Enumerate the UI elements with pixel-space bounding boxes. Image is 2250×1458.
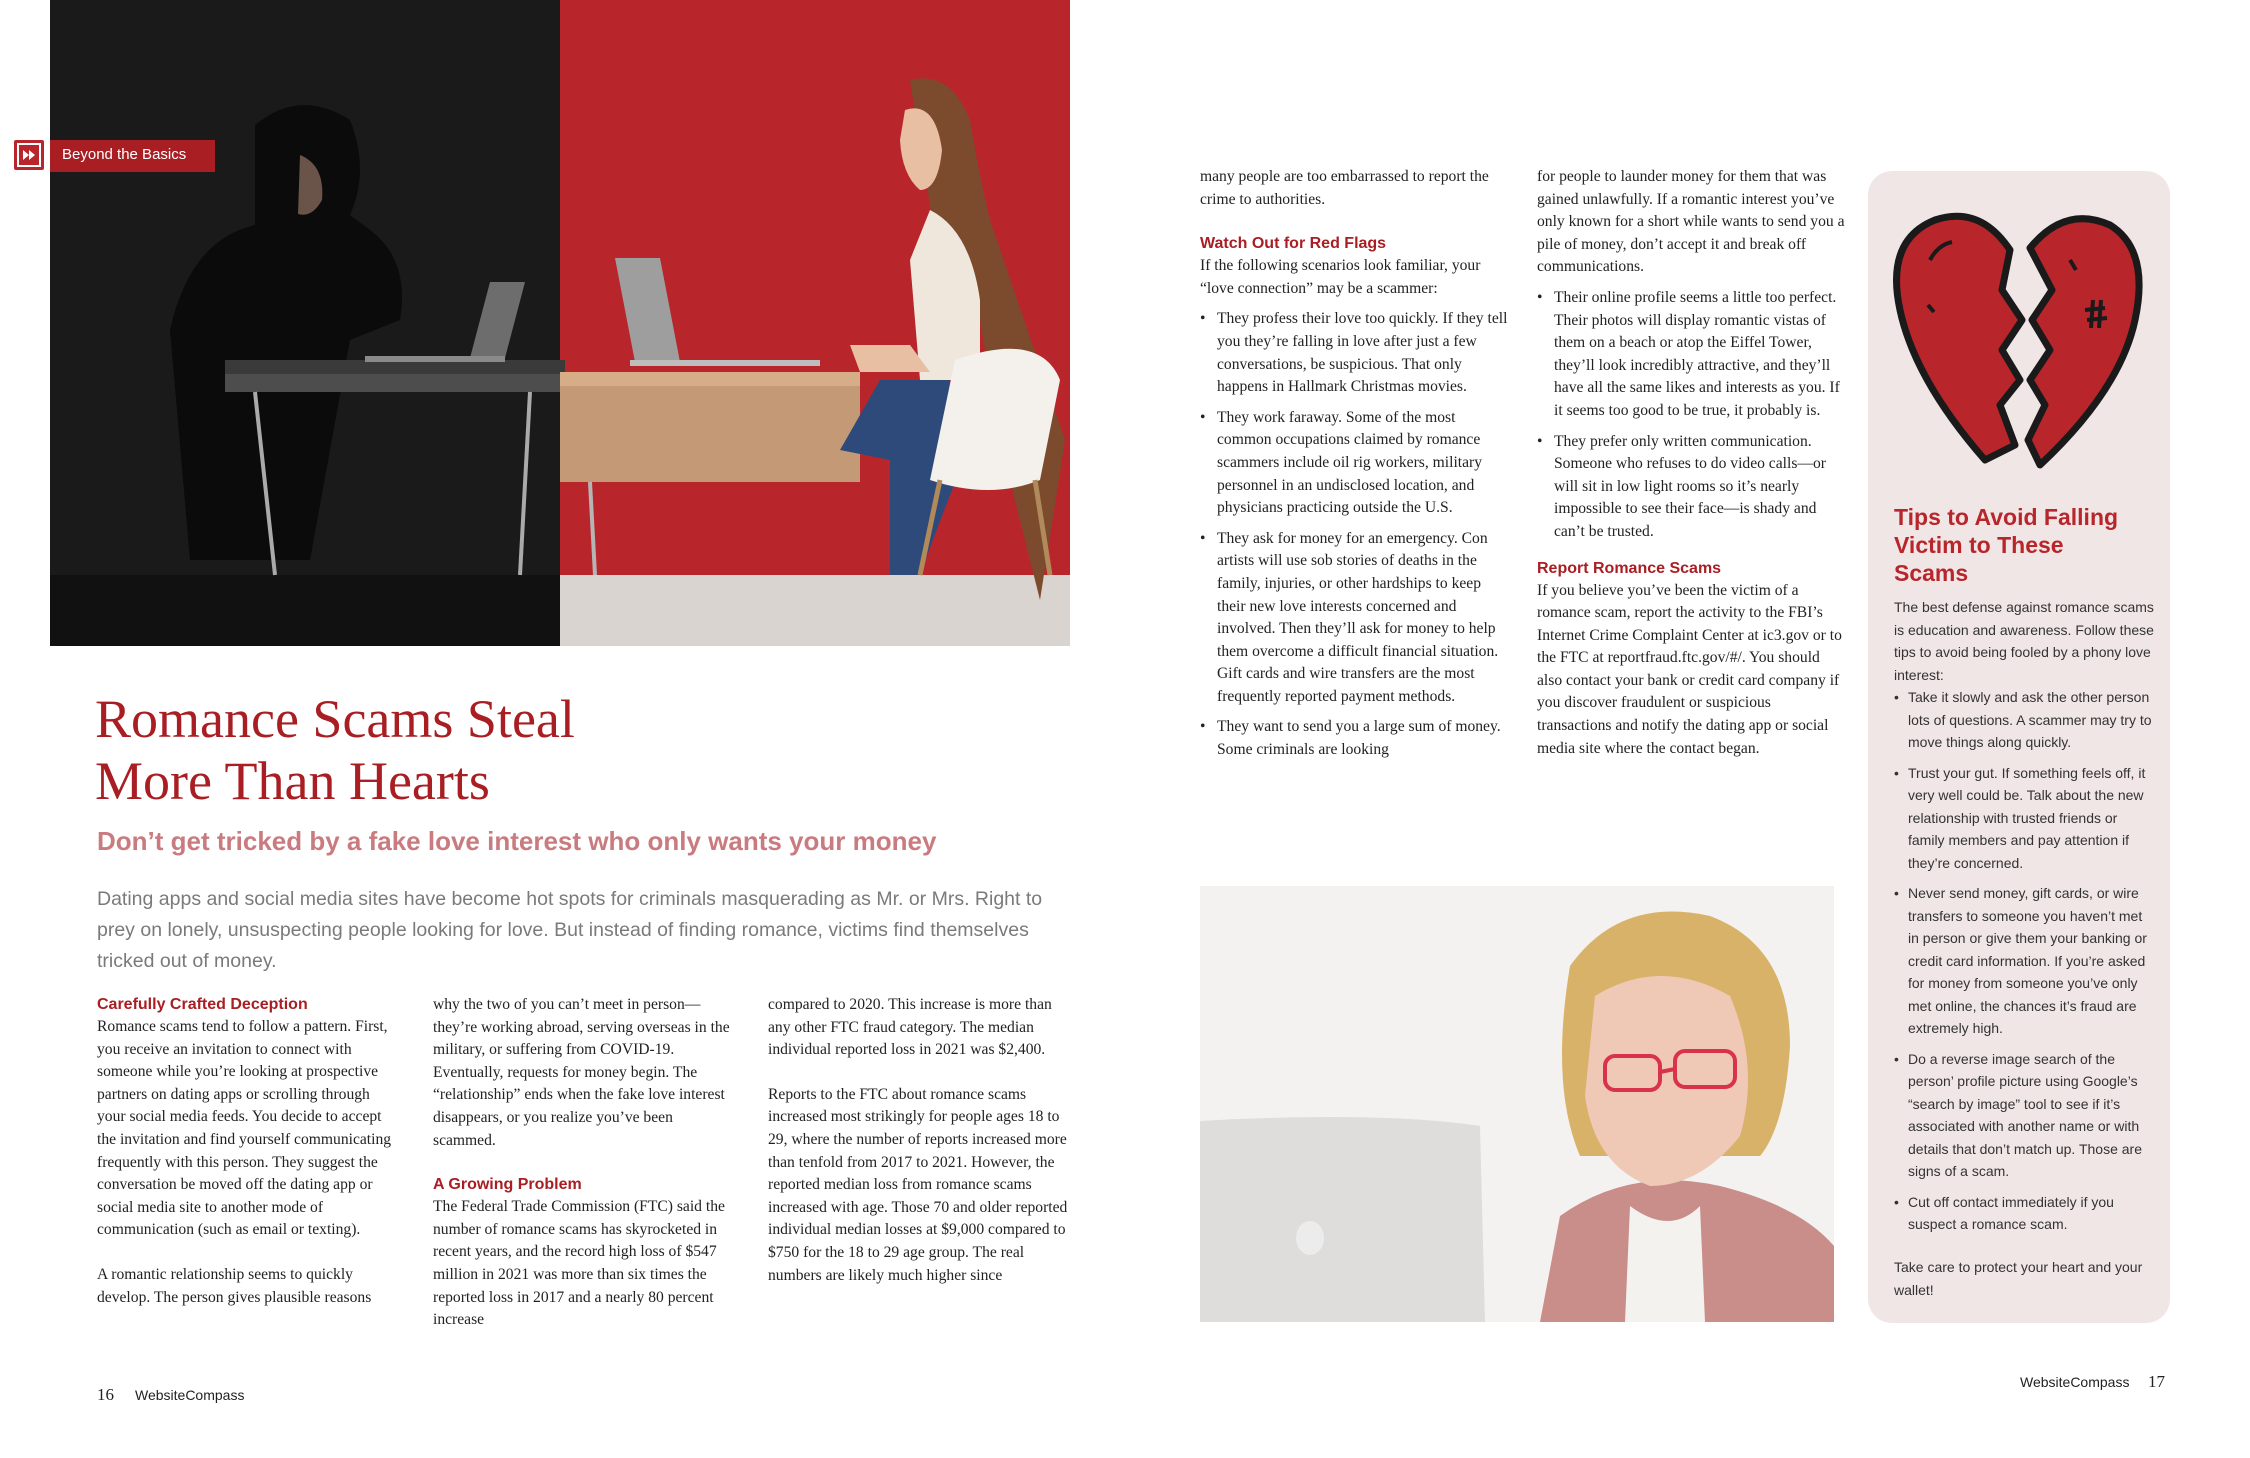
article-title-line-1: Romance Scams Steal — [95, 689, 575, 749]
article-subtitle: Don’t get tricked by a fake love interest who only wants your money — [97, 826, 937, 856]
paragraph: Reports to the FTC about romance scams increased most strikingly for people ages 18 to 29, where the number of reports increased more than tenfold from 2017 to 2021. However, the reported median loss from romance scams increased with age. Those 70 and older reported individual median losses at $9,000 compared to $750 for the 18 to 29 age group. The real numbers are likely much higher since — [768, 1085, 1068, 1284]
column-5 — [1537, 166, 1847, 760]
page-number-left: 16 — [97, 1385, 114, 1404]
article-intro: Dating apps and social media sites have become hot spots for criminals masquerading as Mr. or Mrs. Right to prey on lonely, unsuspecting people looking for love. But instead of finding romance, victims find themselves tricked out of money. — [97, 888, 1043, 972]
broken-heart-icon — [1890, 200, 2145, 490]
paragraph: compared to 2020. This increase is more than any other FTC fraud category. The median individual reported loss in 2021 was $2,400. — [768, 996, 1052, 1059]
tip-item: • Do a reverse image search of the person’ profile picture using Google’s “search by image” tool to see if it’s associated with another name or with details that don’t match up. Those are signs of a scam. — [1894, 1048, 2156, 1183]
heading-a-growing-problem: A Growing Problem — [433, 1176, 582, 1194]
list-item: • They profess their love too quickly. If they tell you they’re falling in love after just a few conversations, be suspicious. That only happens in Hallmark Christmas movies. — [1200, 308, 1510, 398]
sidebar-tips-list — [1894, 686, 2156, 1244]
fast-forward-icon — [14, 140, 44, 170]
page-number-right: 17 — [2148, 1372, 2165, 1391]
red-flags-list — [1200, 308, 1510, 761]
paragraph: Romance scams tend to follow a pattern. First, you receive an invitation to connect with someone while you’re looking at prospective partners on dating apps or scrolling through your social media feeds. You decide to accept the invitation and find yourself communicating frequently with this person. They suggest the conversation be moved off the dating app or social media site to another mode of communication (such as email or texting). — [97, 1018, 392, 1239]
article-title — [95, 688, 715, 812]
tip-item: • Cut off contact immediately if you suspect a romance scam. — [1894, 1191, 2156, 1236]
heading-carefully-crafted-deception: Carefully Crafted Deception — [97, 996, 308, 1013]
section-tag-label: Beyond the Basics — [62, 146, 187, 163]
tip-item: • Trust your gut. If something feels off, it very well could be. Talk about the new relationship with trusted friends or family members and pay attention if they’re concerned. — [1894, 762, 2156, 875]
column-4 — [1200, 166, 1510, 762]
list-item: • They want to send you a large sum of money. Some criminals are looking — [1200, 716, 1510, 761]
hero-photo-scammer-and-woman — [50, 0, 1070, 646]
paragraph: for people to launder money for them that was gained unlawfully. If a romantic interest you’ve only known for a short while wants to send you a pile of money, don’t accept it and break off communications. — [1537, 168, 1845, 276]
column-3 — [768, 994, 1068, 1287]
list-item: • They prefer only written communication. Someone who refuses to do video calls—or will sit in low light rooms so it’s nearly impossible to see their face—is shady and can’t be trusted. — [1537, 431, 1847, 544]
red-flags-list-continued — [1537, 287, 1847, 544]
heading-report-romance-scams: Report Romance Scams — [1537, 559, 1722, 577]
sidebar-title: Tips to Avoid Falling Victim to These Scams — [1894, 504, 2119, 586]
sidebar-closing: Take care to protect your heart and your wallet! — [1894, 1259, 2143, 1298]
column-2 — [433, 994, 733, 1332]
paragraph: If you believe you’ve been the victim of a romance scam, report the activity to the FBI’s Internet Crime Complaint Center at ic3.gov or to the FTC at reportfraud.ftc.gov/#/. You should also contact your bank or credit card company if you discover fraudulent or suspicious transactions and notify the dating app or social media site where the contact began. — [1537, 581, 1842, 757]
list-item: • They work faraway. Some of the most common occupations claimed by romance scammers include oil rig workers, military personnel in an undisclosed location, and physicians practicing outside the U.S. — [1200, 407, 1510, 520]
paragraph: A romantic relationship seems to quickly develop. The person gives plausible reasons — [97, 1265, 372, 1306]
publication-name-right: WebsiteCompass — [2020, 1374, 2130, 1390]
photo-older-woman-at-laptop — [1200, 886, 1834, 1322]
list-item: • Their online profile seems a little too perfect. Their photos will display romantic vistas of them on a beach or atop the Eiffel Tower, they’ll look incredibly attractive, and they’ll have all the same likes and interests as you. If it seems too good to be true, it probably is. — [1537, 287, 1847, 423]
list-item: • They ask for money for an emergency. Con artists will use sob stories of deaths in the family, injuries, or other hardships to keep their new love interests concerned and involved. Then they’ll ask for money to help them overcome a difficult financial situation. Gift cards and wire transfers are the most frequently reported payment methods. — [1200, 528, 1510, 709]
paragraph: The Federal Trade Commission (FTC) said the number of romance scams has skyrocketed in recent years, and the record high loss of $547 million in 2021 was more than six times the reported loss in 2017 and a nearly 80 percent increase — [433, 1198, 725, 1329]
article-title-line-2: More Than Hearts — [95, 751, 490, 811]
paragraph: why the two of you can’t meet in person—they’re working abroad, serving overseas in the military, or suffering from COVID-19. Eventually, requests for money begin. The “relationship” ends when the fake love interest disappears, or you realize you’ve been scammed. — [433, 996, 730, 1149]
column-1 — [97, 994, 397, 1309]
sidebar-intro: The best defense against romance scams is education and awareness. Follow these tips to avoid being fooled by a phony love interest: — [1894, 599, 2154, 683]
tip-item: • Take it slowly and ask the other person lots of questions. A scammer may try to move things along quickly. — [1894, 686, 2156, 754]
publication-name-left: WebsiteCompass — [135, 1387, 245, 1403]
heading-watch-out-for-red-flags: Watch Out for Red Flags — [1200, 235, 1387, 253]
paragraph: many people are too embarrassed to report the crime to authorities. — [1200, 168, 1489, 208]
tip-item: • Never send money, gift cards, or wire transfers to someone you haven’t met in person or give them your banking or credit card information. If you’re asked for money from someone you’ve only met online, the chances it’s fraud are extremely high. — [1894, 882, 2156, 1040]
paragraph: If the following scenarios look familiar, your “love connection” may be a scammer: — [1200, 257, 1481, 297]
